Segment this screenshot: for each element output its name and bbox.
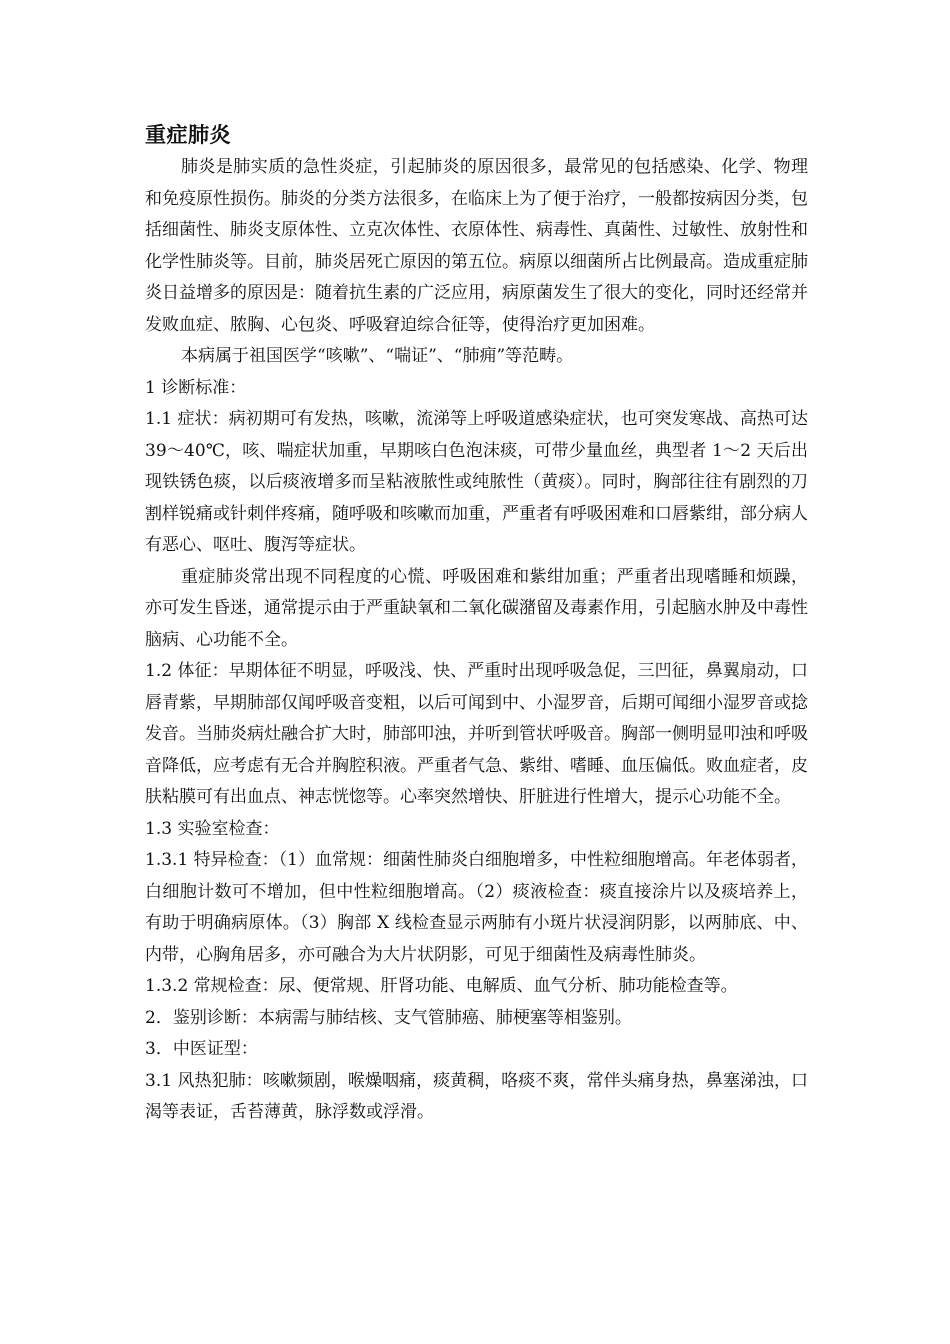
paragraph-routine-tests: 1.3.2 常规检查：尿、便常规、肝肾功能、电解质、血气分析、肺功能检查等。 (145, 976, 738, 996)
paragraph-wind-heat: 3.1 风热犯肺：咳嗽频剧，喉燥咽痛，痰黄稠，咯痰不爽，常伴头痛身热，鼻塞涕浊，口渴等表证，舌苔薄黄，脉浮数或浮滑。 (145, 1070, 808, 1122)
heading-diagnostic-criteria: 1 诊断标准： (145, 377, 247, 398)
paragraph-symptoms: 1.1 症状：病初期可有发热，咳嗽，流涕等上呼吸道感染症状，也可突发寒战、高热可达 39～40℃，咳、喘症状加重，早期咳白色泡沫痰，可带少量血丝，典型者 1～2 天后出现铁锈色痰，以后痰液增多而呈粘液脓性或纯脓性（黄痰）。同时，胸部往往有剧烈的刀割样锐痛或针刺伴疼痛，随呼吸和咳嗽而加重，严重者有呼吸困难和口唇紫绀，部分病人有恶心、呕吐、腹泻等症状。 (145, 409, 808, 555)
paragraph-severe-symptoms: 重症肺炎常出现不同程度的心慌、呼吸困难和紫绀加重；严重者出现嗜睡和烦躁，亦可发生昏迷，通常提示由于严重缺氧和二氧化碳潴留及毒素作用，引起脑水肿及中毒性脑病、心功能不全。 (145, 566, 808, 650)
paragraph-tcm-category: 本病属于祖国医学“咳嗽”、“喘证”、“肺痈”等范畴。 (181, 346, 574, 366)
document-title: 重症肺炎 (145, 123, 231, 147)
heading-lab-tests: 1.3 实验室检查： (145, 818, 280, 839)
paragraph-signs: 1.2 体征：早期体征不明显，呼吸浅、快、严重时出现呼吸急促，三凹征，鼻翼扇动，口唇青紫，早期肺部仅闻呼吸音变粗，以后可闻到中、小湿罗音，后期可闻细小湿罗音或捻发音。当肺炎病灶融合扩大时，肺部叩浊，并听到管状呼吸音。胸部一侧明显叩浊和呼吸音降低，应考虑有无合并胸腔积液。严重者气急、紫绀、嗜睡、血压偏低。败血症者，皮肤粘膜可有出血点、神志恍惚等。心率突然增快、肝脏进行性增大，提示心功能不全。 (145, 661, 808, 807)
document-page (145, 118, 808, 1129)
paragraph-overview: 肺炎是肺实质的急性炎症，引起肺炎的原因很多，最常见的包括感染、化学、物理和免疫原性损伤。肺炎的分类方法很多，在临床上为了便于治疗，一般都按病因分类，包括细菌性、肺炎支原体性、立克次体性、衣原体性、病毒性、真菌性、过敏性、放射性和化学性肺炎等。目前，肺炎居死亡原因的第五位。病原以细菌所占比例最高。造成重症肺炎日益增多的原因是：随着抗生素的广泛应用，病原菌发生了很大的变化，同时还经常并发败血症、脓胸、心包炎、呼吸窘迫综合征等，使得治疗更加困难。 (145, 157, 808, 335)
paragraph-differential-diagnosis: 2．鉴别诊断：本病需与肺结核、支气管肺癌、肺梗塞等相鉴别。 (145, 1007, 632, 1028)
heading-tcm-syndromes: 3．中医证型： (145, 1039, 258, 1059)
paragraph-specific-tests: 1.3.1 特异检查：（1）血常规：细菌性肺炎白细胞增多，中性粒细胞增高。年老体弱者，白细胞计数可不增加，但中性粒细胞增高。（2）痰液检查：痰直接涂片以及痰培养上，有助于明确病原体。（3）胸部 X 线检查显示两肺有小斑片状浸润阴影，以两肺底、中、内带，心胸角居多，亦可融合为大片状阴影，可见于细菌性及病毒性肺炎。 (145, 850, 808, 965)
